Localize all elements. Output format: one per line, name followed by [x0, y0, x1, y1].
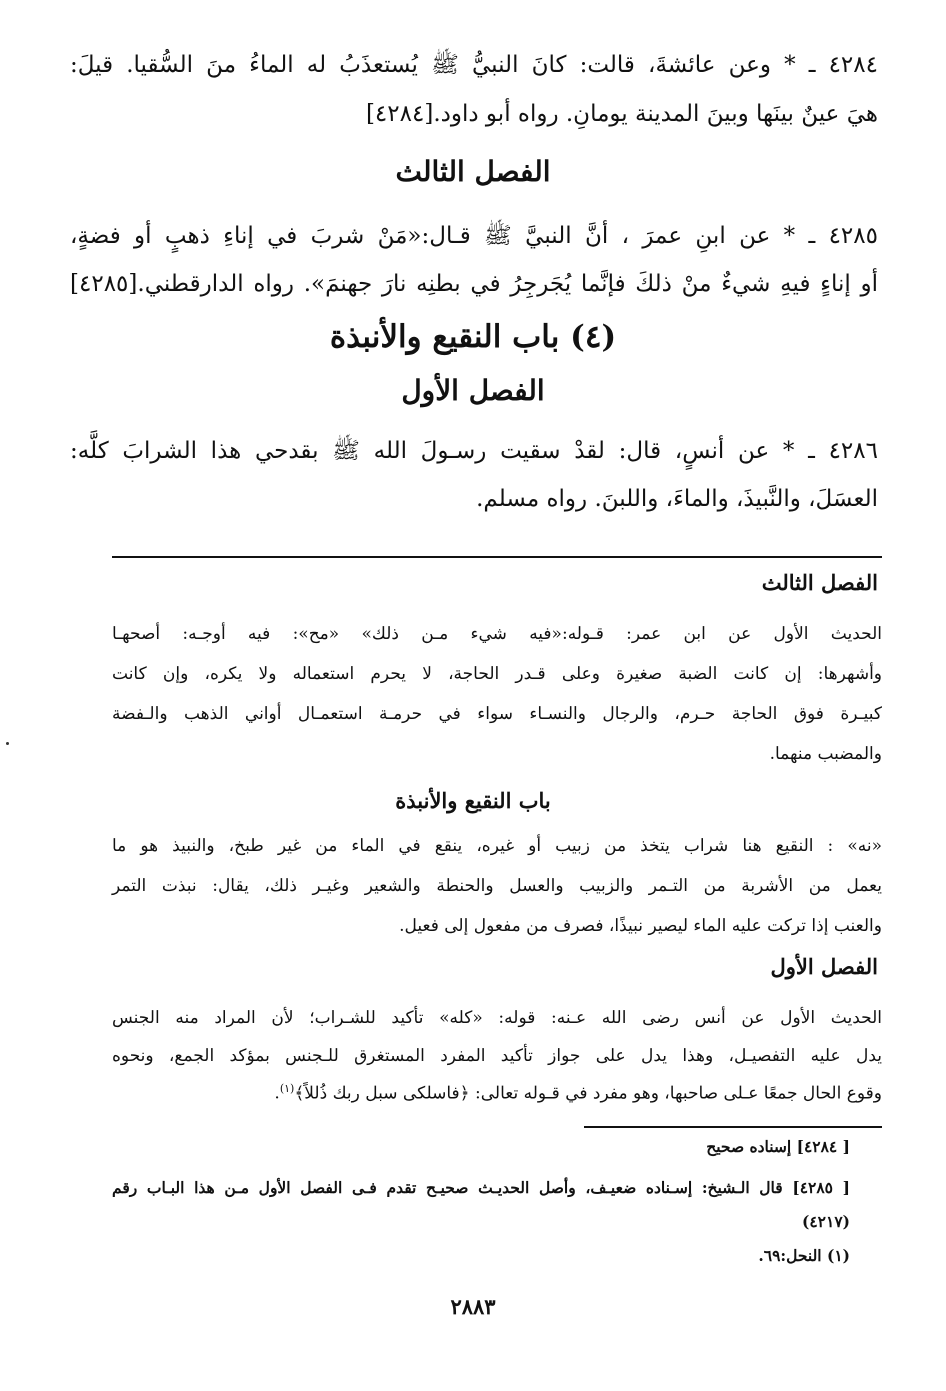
footnote-reference: (١)	[279, 1082, 295, 1095]
scan-speck	[6, 742, 9, 745]
commentary-chapter-line-1: «نه» : النقيع هنا شراب يتخذ من زبيب أو غيره، ينقع في الماء من غير طبخ، والنبيذ هو ما	[112, 836, 882, 856]
commentary-third-heading: الفصل الثالث	[761, 570, 878, 595]
commentary-third-line-3: كبيـرة فوق الحاجة حـرم، والرجال والنسـاء سواء في حرمـة استعمـال أواني الذهب والـفضة	[112, 704, 882, 724]
note-4285-line-1: [ ٤٢٨٥] قال الـشيخ: إسـناده ضعيـف، وأصل الحديـث صحيـح تقدم فـى الفصل الأول مـن هذا البـاب رقم	[112, 1178, 850, 1197]
commentary-chapter-line-2: يعمل من الأشربة من التـمر والزبيب والعسل والحنطة والشعير وغيـر ذلك، يقال: نبذت التمر	[112, 876, 882, 896]
page-number: ٢٨٨٣	[450, 1294, 496, 1319]
chapter-title: (٤) باب النقيع والأنبذة	[329, 319, 617, 355]
hadith-4284-line-1: ٤٢٨٤ ـ * وعن عائشةَ، قالت: كانَ النبيُّ ﷺ يُستعذَبُ له الماءُ منَ السُّقيا. قيلَ:	[70, 52, 878, 78]
hadith-4284-line-2: هيَ عينٌ بينَها وبينَ المدينة يومانِ. رواه أبو داود.[٤٢٨٤]	[365, 101, 878, 127]
commentary-first-line-2: يدل عليه التفصيـل، وهذا يدل على جواز تأكيد المفرد المستغرق للـجنس بمؤكد الجمع، ونحوه	[112, 1046, 882, 1066]
commentary-chapter-heading: باب النقيع والأنبذة	[395, 788, 551, 813]
footnote-1: (١) النحل:٦٩.	[758, 1246, 850, 1265]
sentence-end: .	[274, 1083, 280, 1104]
hadith-4285-line-2: أو إناءٍ فيهِ شيءٌ منْ ذلكَ فإنَّما يُجَرجِرُ في بطنِه نارَ جهنمَ». رواه الدارقطني.[٤٢٨٥]	[70, 271, 878, 297]
commentary-first-line-3-text: وقوع الحال جمعًا عـلى صاحبها، وهو مفرد في قـوله تعالى: ﴿فاسلكى سبل ربك ذُللاً﴾	[294, 1083, 882, 1104]
commentary-chapter-line-3: والعنب إذا تركت عليه الماء ليصير نبيذًا، فصرف من مفعول إلى فعيل.	[399, 916, 882, 936]
commentary-third-line-1: الحديث الأول عن ابن عمر: قـوله:«فيه شيء مـن ذلك» «مح»: فيه أوجـه: أصحهـا	[112, 624, 882, 644]
section-third-title: الفصل الثالث	[395, 155, 551, 188]
commentary-divider	[112, 556, 882, 558]
hadith-4286-line-1: ٤٢٨٦ ـ * عن أنسٍ، قال: لقدْ سقيت رسـولَ الله ﷺ بقدحي هذا الشرابَ كلَّه:	[70, 438, 878, 464]
hadith-4286-line-2: العسَلَ، والنَّبيذَ، والماءَ، واللبنَ. رواه مسلم.	[476, 486, 878, 512]
commentary-first-line-3	[274, 1082, 882, 1104]
notes-divider	[584, 1126, 882, 1128]
commentary-third-line-4: والمضبب منهما.	[769, 744, 882, 764]
note-4285-line-2: (٤٢١٧)	[802, 1212, 850, 1231]
note-4284: [ ٤٢٨٤] إسناده صحيح	[706, 1137, 850, 1156]
commentary-third-line-2: وأشهرها: إن كانت الضبة صغيرة وعلى قـدر الحاجة، لا يحرم استعماله ولا يكره، وإن كانت	[112, 664, 882, 684]
section-first-title: الفصل الأول	[401, 374, 545, 407]
commentary-first-heading: الفصل الأول	[770, 954, 878, 979]
hadith-4285-line-1: ٤٢٨٥ ـ * عن ابنِ عمرَ ، أنَّ النبيَّ ﷺ قـال:«مَنْ شربَ في إناءِ ذهبٍ أو فضةٍ،	[70, 223, 878, 249]
commentary-first-line-1: الحديث الأول عن أنس رضى الله عـنه: قوله: «كله» تأكيد للشـراب؛ لأن المراد منه الجنس	[112, 1008, 882, 1028]
